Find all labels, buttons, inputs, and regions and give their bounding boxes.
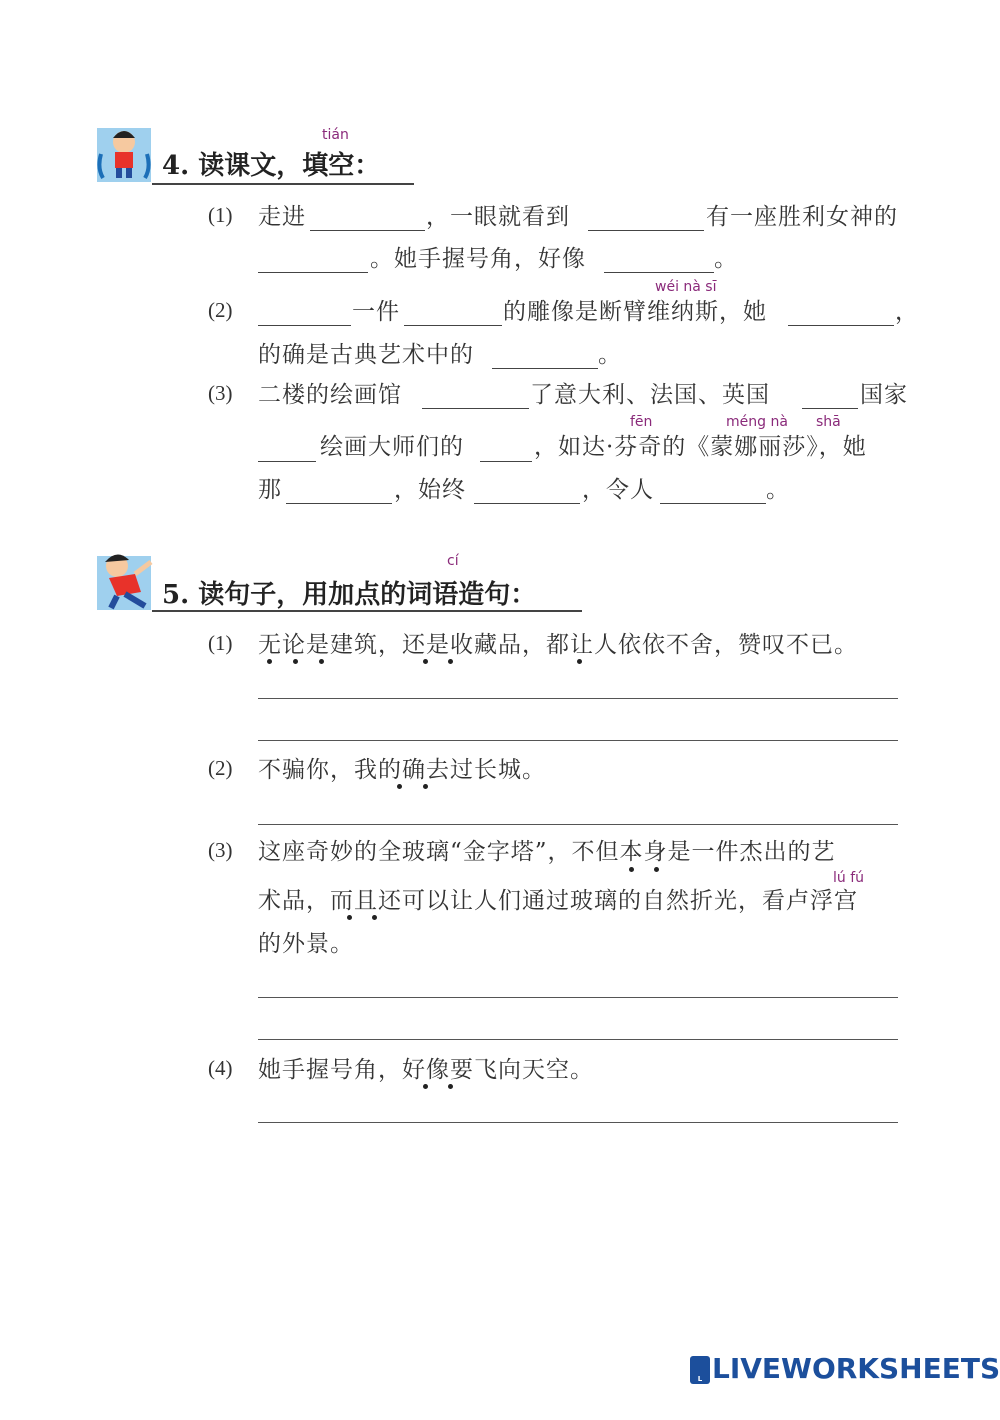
emphasis-dot: [347, 915, 352, 920]
item4-1-text-a: 走进: [258, 204, 306, 230]
emphasis-dot: [448, 659, 453, 664]
section4-heading: 4. 读课文，填空：: [162, 151, 381, 181]
blank-4-2-c[interactable]: [788, 325, 894, 326]
item5-3-sentence-line1: 这座奇妙的全玻璃“金字塔”，不但本身是一件杰出的艺: [258, 839, 836, 865]
blank-4-2-b[interactable]: [404, 325, 502, 326]
blank-4-3-f[interactable]: [474, 503, 580, 504]
section5-heading: 5. 读句子，用加点的词语造句：: [162, 580, 537, 610]
blank-4-1-a[interactable]: [310, 230, 425, 231]
section4-heading-underline: [152, 183, 414, 185]
item4-2-number: (2): [208, 298, 233, 322]
item4-3-text-d: 绘画大师们的: [320, 434, 464, 460]
blank-4-3-c[interactable]: [258, 461, 316, 462]
item4-3-pinyin-sha: shā: [816, 414, 841, 430]
emphasis-dot: [448, 1084, 453, 1089]
answer-line-5-2[interactable]: [258, 824, 898, 825]
section5-icon: [95, 548, 155, 612]
section5-heading-underline: [152, 610, 582, 612]
liveworksheets-logo: [690, 1352, 1000, 1401]
item4-3-pinyin-fen: fēn: [630, 414, 653, 430]
logo-text: LIVEWORKSHEETS: [712, 1352, 1000, 1385]
blank-4-3-a[interactable]: [422, 408, 529, 409]
item4-3-text-i: 。: [766, 477, 790, 503]
answer-line-5-1-b[interactable]: [258, 740, 898, 741]
item5-2-sentence: 不骗你，我的确去过长城。: [258, 757, 546, 783]
blank-4-2-a[interactable]: [258, 325, 351, 326]
blank-4-1-d[interactable]: [604, 272, 714, 273]
item5-1-sentence: 无论是建筑，还是收藏品，都让人依依不舍，赞叹不已。: [258, 632, 858, 658]
emphasis-dot: [577, 659, 582, 664]
emphasis-dot: [397, 784, 402, 789]
logo-badge-icon: [690, 1356, 710, 1401]
item5-1-number: (1): [208, 631, 233, 655]
emphasis-dot: [372, 915, 377, 920]
blank-4-3-b[interactable]: [802, 408, 858, 409]
emphasis-dot: [423, 784, 428, 789]
emphasis-dot: [267, 659, 272, 664]
item4-1-number: (1): [208, 203, 233, 227]
blank-4-1-c[interactable]: [258, 272, 368, 273]
blank-4-2-d[interactable]: [492, 368, 598, 369]
item4-3-text-a: 二楼的绘画馆: [258, 382, 402, 408]
blank-4-3-g[interactable]: [660, 503, 766, 504]
blank-4-3-e[interactable]: [286, 503, 392, 504]
item5-4-sentence: 她手握号角，好像要飞向天空。: [258, 1057, 594, 1083]
item5-3-number: (3): [208, 838, 233, 862]
item4-2-text-b: 的雕像是断臂维纳斯，她: [503, 299, 767, 325]
item5-2-number: (2): [208, 756, 233, 780]
item5-3-sentence-line2: 术品，而且还可以让人们通过玻璃的自然折光，看卢浮宫: [258, 888, 858, 914]
item5-4-number: (4): [208, 1056, 233, 1080]
logo-badge-text: LWS: [696, 1375, 704, 1401]
answer-line-5-3-b[interactable]: [258, 1039, 898, 1040]
answer-line-5-3-a[interactable]: [258, 997, 898, 998]
item4-2-text-d: 的确是古典艺术中的: [258, 342, 474, 368]
item5-3-pinyin: lú fú: [833, 870, 865, 886]
item4-1-text-d: 。她手握号角，好像: [370, 246, 586, 272]
emphasis-dot: [293, 659, 298, 664]
section4-icon: [95, 124, 153, 184]
item4-2-pinyin: wéi nà sī: [655, 279, 717, 295]
blank-4-3-d[interactable]: [480, 461, 532, 462]
emphasis-dot: [423, 1084, 428, 1089]
item4-1-text-e: 。: [714, 246, 738, 272]
blank-4-1-b[interactable]: [588, 230, 704, 231]
item4-3-text-g: ，始终: [394, 477, 466, 503]
emphasis-dot: [654, 867, 659, 872]
heading4-pinyin: tián: [322, 127, 349, 143]
answer-line-5-1-a[interactable]: [258, 698, 898, 699]
answer-line-5-4[interactable]: [258, 1122, 898, 1123]
item4-3-text-b: 了意大利、法国、英国: [530, 382, 770, 408]
item4-3-text-h: ，令人: [582, 477, 654, 503]
emphasis-dot: [629, 867, 634, 872]
emphasis-dot: [319, 659, 324, 664]
item4-1-text-b: ，一眼就看到: [426, 204, 570, 230]
emphasis-dot: [423, 659, 428, 664]
item4-2-text-a: 一件: [352, 299, 400, 325]
item4-2-text-c: ，: [895, 299, 919, 325]
item4-2-text-e: 。: [598, 342, 622, 368]
item5-3-sentence-line3: 的外景。: [258, 931, 354, 957]
item4-3-text-e: ，如达·芬奇的《蒙娜丽莎》，她: [534, 434, 867, 460]
item4-3-text-f: 那: [258, 477, 282, 503]
item4-1-text-c: 有一座胜利女神的: [706, 204, 898, 230]
heading5-pinyin: cí: [447, 553, 459, 569]
item4-3-text-c: 国家: [860, 382, 908, 408]
item4-3-number: (3): [208, 381, 233, 405]
item4-3-pinyin-mengna: méng nà: [726, 414, 788, 430]
